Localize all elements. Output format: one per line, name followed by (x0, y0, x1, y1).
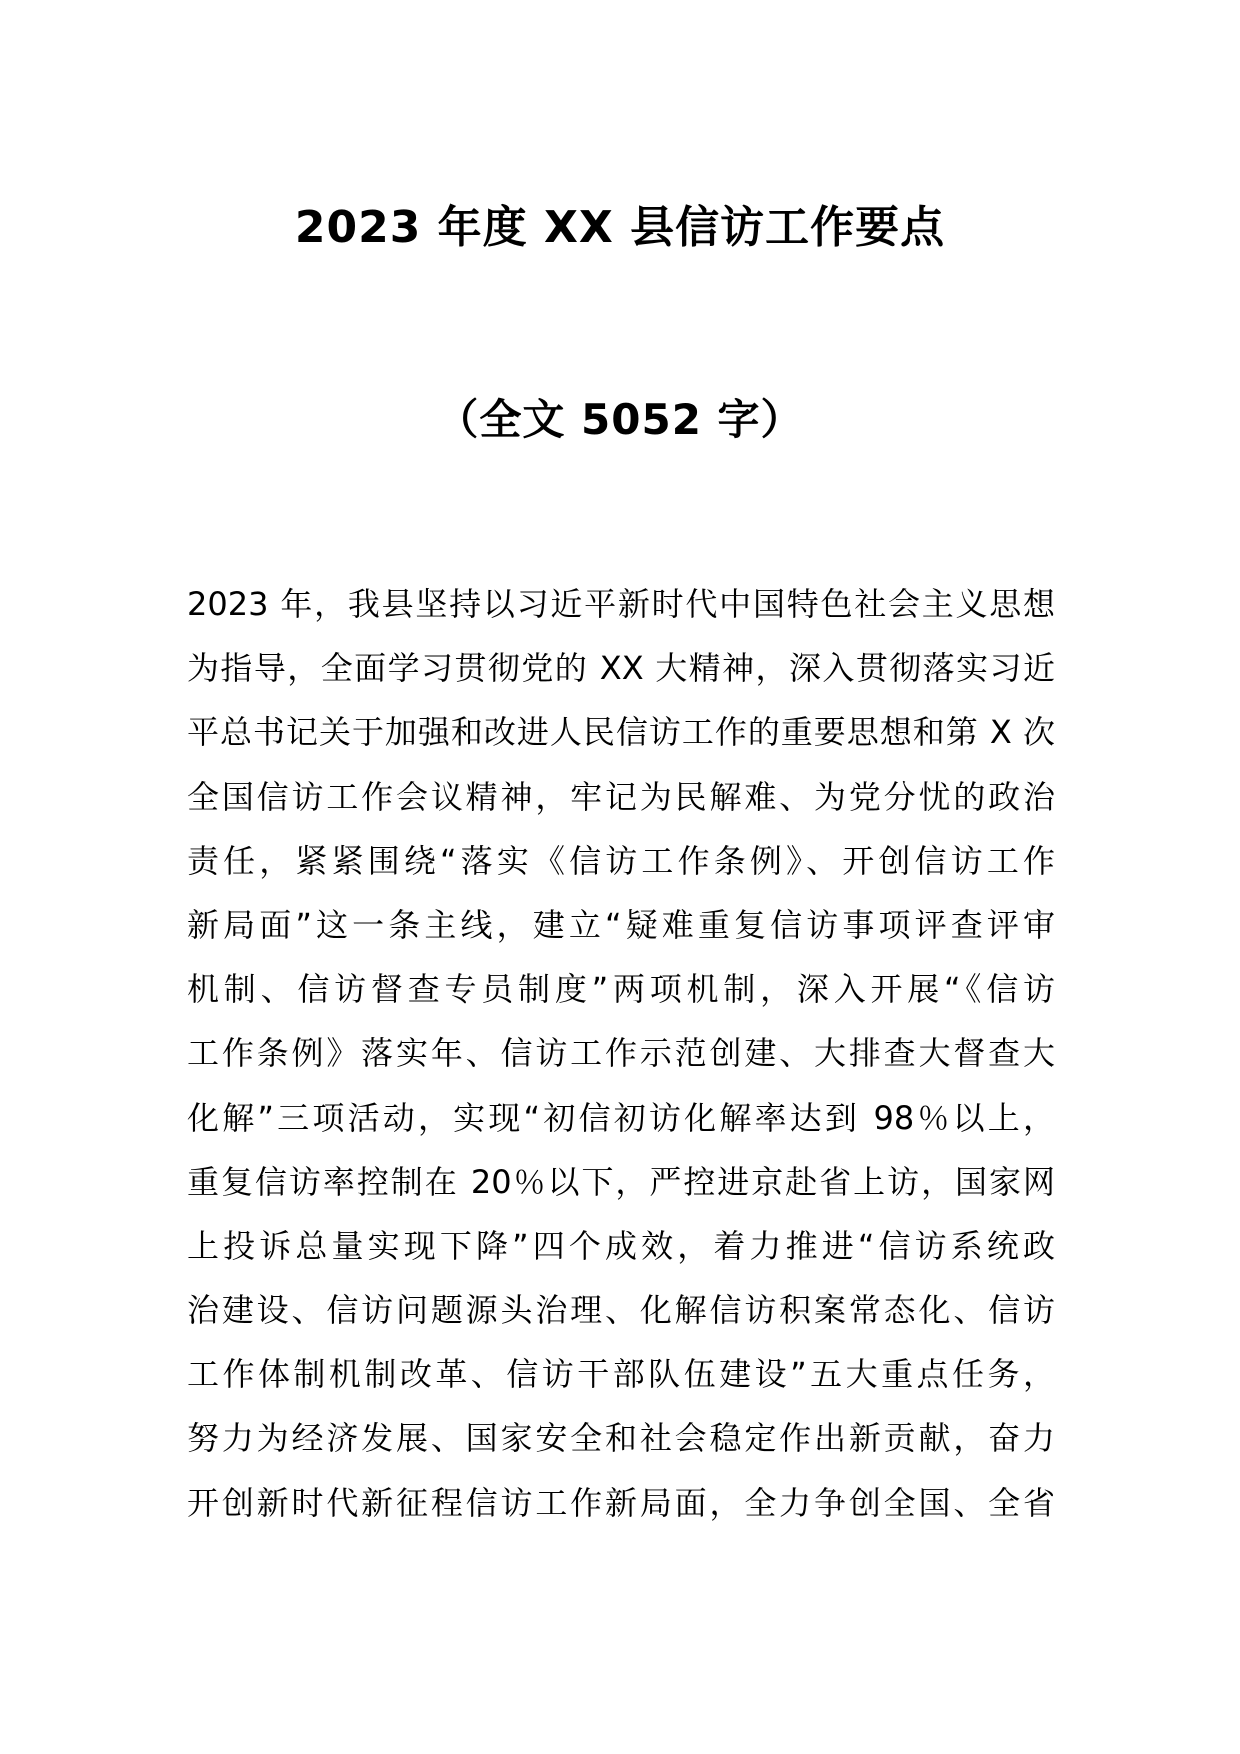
document-title: 2023 年度 XX 县信访工作要点 (294, 202, 946, 253)
body-line: 全国信访工作会议精神，牢记为民解难、为党分忧的政治 (187, 777, 1055, 816)
body-line: 上投诉总量实现下降”四个成效，着力推进“信访系统政 (187, 1226, 1055, 1265)
body-line: 化解”三项活动，实现“初信初访化解率达到 98％以上， (187, 1098, 1055, 1137)
body-line: 新局面”这一条主线，建立“疑难重复信访事项评查评审 (187, 905, 1055, 944)
body-line: 2023 年，我县坚持以习近平新时代中国特色社会主义思想 (187, 585, 1055, 623)
body-line: 努力为经济发展、国家安全和社会稳定作出新贡献，奋力 (187, 1419, 1055, 1458)
body-line: 机制、信访督查专员制度”两项机制，深入开展“《信访 (187, 970, 1055, 1009)
body-line: 平总书记关于加强和改进人民信访工作的重要思想和第 X 次 (187, 713, 1055, 752)
body-line: 工作条例》落实年、信访工作示范创建、大排查大督查大 (187, 1034, 1055, 1073)
document-subtitle: （全文 5052 字） (436, 395, 804, 444)
body-line: 治建设、信访问题源头治理、化解信访积案常态化、信访 (187, 1291, 1055, 1330)
body-line: 重复信访率控制在 20％以下，严控进京赴省上访，国家网 (187, 1162, 1055, 1201)
body-line: 责任，紧紧围绕“落实《信访工作条例》、开创信访工作 (187, 841, 1055, 880)
body-line: 为指导，全面学习贯彻党的 XX 大精神，深入贯彻落实习近 (187, 649, 1055, 688)
body-line: 工作体制机制改革、信访干部队伍建设”五大重点任务， (187, 1355, 1055, 1394)
body-line: 开创新时代新征程信访工作新局面，全力争创全国、全省 (187, 1483, 1055, 1522)
document-body (187, 572, 1055, 1535)
